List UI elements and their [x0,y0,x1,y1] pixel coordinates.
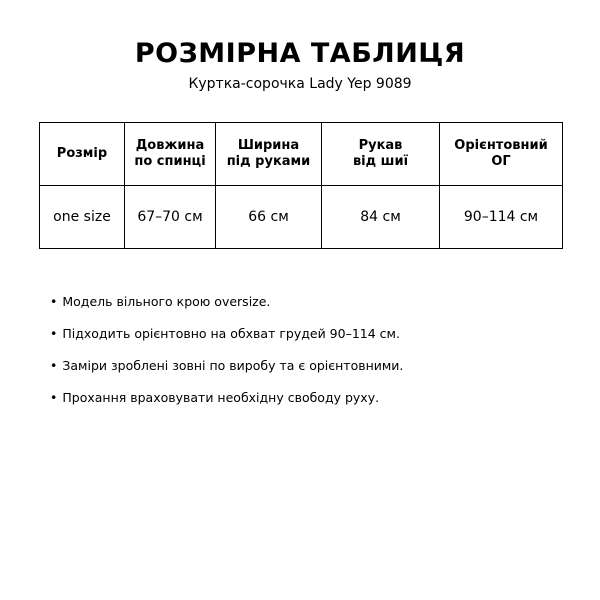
header-approx-bust [440,123,563,186]
bullet-icon: • [50,294,58,309]
product-name: Куртка-сорочка Lady Yep 9089 [188,76,412,92]
list-item [50,292,570,312]
cell-underarm-width: 66 см [216,186,322,249]
header-underarm-width-line-2: під руками [226,154,311,169]
header-sleeve-length-line-1: Рукав [358,138,403,153]
header-sleeve-length [322,123,440,186]
cell-size: one size [40,186,125,249]
header-back-length-line-2: по спинці [134,154,206,169]
note-text: Заміри зроблені зовні по виробу та є орієнтовними. [62,358,404,373]
note-text: Модель вільного крою oversize. [62,294,271,309]
list-item [50,356,570,376]
header-back-length-line-1: Довжина [135,138,205,153]
bullet-icon: • [50,358,58,373]
list-item [50,324,570,344]
page-title: РОЗМІРНА ТАБЛИЦЯ [134,38,466,69]
header-sleeve-length-line-2: від шиї [352,154,409,169]
header-size-line-1: Розмір [56,146,108,161]
note-text: Підходить орієнтовно на обхват грудей 90–114 см. [62,326,400,341]
header-underarm-width [216,123,322,186]
header-size [40,123,125,186]
bullet-icon: • [50,326,58,341]
size-table-header-row [40,123,563,186]
notes-list [50,292,570,420]
size-table [39,122,563,249]
note-text: Прохання враховувати необхідну свободу руху. [62,390,380,405]
cell-approx-bust: 90–114 см [440,186,563,249]
cell-back-length: 67–70 см [125,186,216,249]
table-row [40,186,563,249]
cell-sleeve-length: 84 см [322,186,440,249]
header-approx-bust-line-1: Орієнтовний [454,138,548,153]
header-approx-bust-line-2: ОГ [491,154,511,169]
list-item [50,388,570,408]
header-back-length [125,123,216,186]
bullet-icon: • [50,390,58,405]
header-underarm-width-line-1: Ширина [237,138,300,153]
